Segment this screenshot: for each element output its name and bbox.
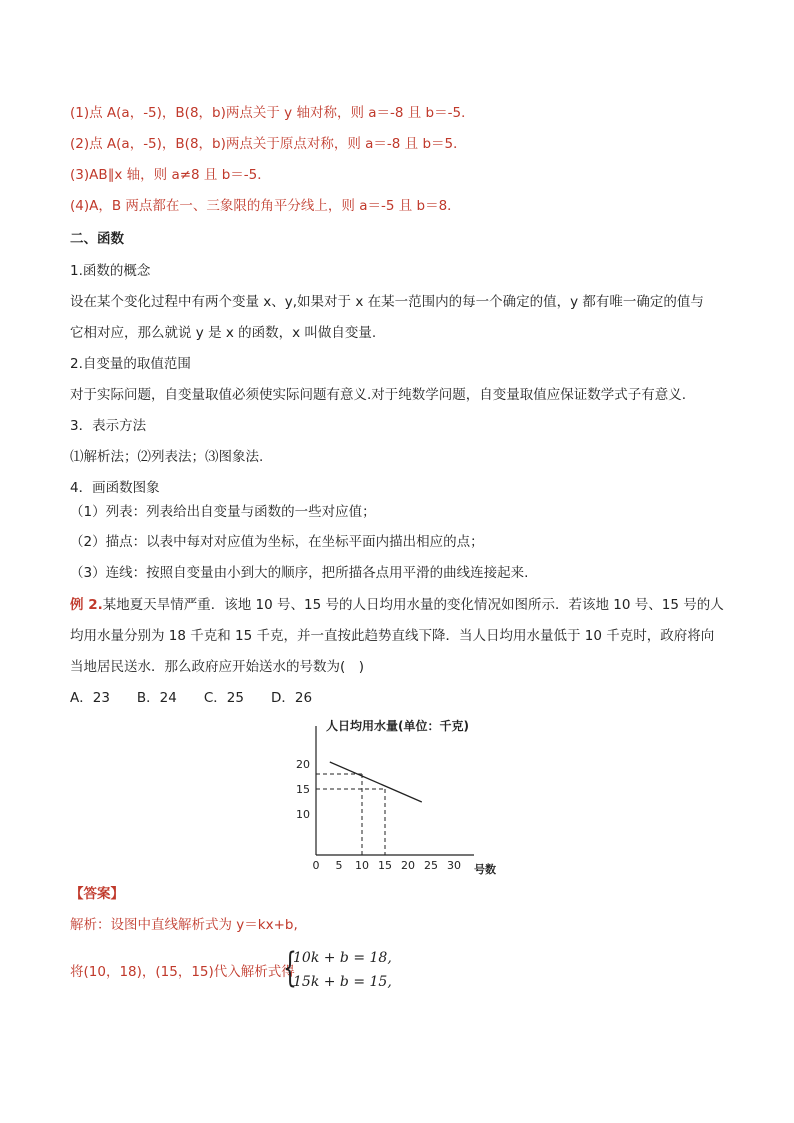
example-label: 例 2. [70,597,103,613]
water-usage-chart [290,712,510,880]
list-item: (3)AB∥x 轴，则 a≠8 且 b＝-5． [70,167,271,183]
x-tick-label: 5 [335,859,343,872]
x-tick-label: 10 [355,859,369,872]
example-line: 均用水量分别为 18 千克和 15 千克，并一直按此趋势直线下降．当人日均用水量低于 10 千克时，政府将向 [70,628,715,644]
section-heading: 二、函数 [70,231,124,247]
x-tick-label: 20 [401,859,415,872]
x-tick-label: 0 [312,859,320,872]
equation-brace: { [283,945,297,991]
paragraph-line: 它相对应，那么就说 y 是 x 的函数，x 叫做自变量. [70,325,377,341]
subsection-title: 3．表示方法 [70,418,147,434]
x-axis-label: 号数 [474,863,496,876]
subsection-title: 1.函数的概念 [70,263,151,279]
answer-label: 【答案】 [70,886,124,902]
x-tick-label: 15 [378,859,392,872]
equation-2: 15k + b = 15, [293,974,392,990]
paragraph-line: ⑴解析法；⑵列表法；⑶图象法. [70,449,264,465]
paragraph-line: 设在某个变化过程中有两个变量 x、y,如果对于 x 在某一范围内的每一个确定的值，y 都有唯一确定的值与 [70,294,704,310]
step-item: （3）连线：按照自变量由小到大的顺序，把所描各点用平滑的曲线连接起来. [70,565,529,581]
list-item: (2)点 A(a，-5)，B(8，b)两点关于原点对称，则 a＝-8 且 b＝5． [70,136,467,152]
example-text: 某地夏天旱情严重．该地 10 号、15 号的人日均用水量的变化情况如图所示．若该地 10 号、15 号的人 [102,597,724,613]
answer-line: 解析：设图中直线解析式为 y＝kx+b, [70,917,298,933]
list-item: (1)点 A(a，-5)，B(8，b)两点关于 y 轴对称，则 a＝-8 且 b＝-5． [70,105,475,121]
y-tick-label: 20 [296,758,310,771]
x-tick-label: 30 [447,859,461,872]
list-item: (4)A，B 两点都在一、三象限的角平分线上，则 a＝-5 且 b＝8． [70,198,461,214]
answer-line: 将(10，18)，(15，15)代入解析式得 [70,964,295,980]
example-line [70,596,724,614]
chart-title: 人日均用水量(单位：千克) [326,719,469,733]
trend-line [330,762,422,802]
subsection-title: 2.自变量的取值范围 [70,356,191,372]
step-item: （2）描点：以表中每对对应值为坐标，在坐标平面内描出相应的点； [70,534,484,550]
y-tick-label: 10 [296,808,310,821]
step-item: （1）列表：列表给出自变量与函数的一些对应值； [70,504,376,520]
paragraph-line: 对于实际问题，自变量取值必须使实际问题有意义.对于纯数学问题，自变量取值应保证数学式子有意义. [70,387,687,403]
subsection-title: 4．画函数图象 [70,480,160,496]
x-tick-label: 25 [424,859,438,872]
y-tick-label: 15 [296,783,310,796]
answer-options: A．23 B．24 C．25 D．26 [70,690,313,706]
equation-1: 10k + b = 18, [293,950,392,966]
example-line: 当地居民送水．那么政府应开始送水的号数为( ) [70,659,365,675]
